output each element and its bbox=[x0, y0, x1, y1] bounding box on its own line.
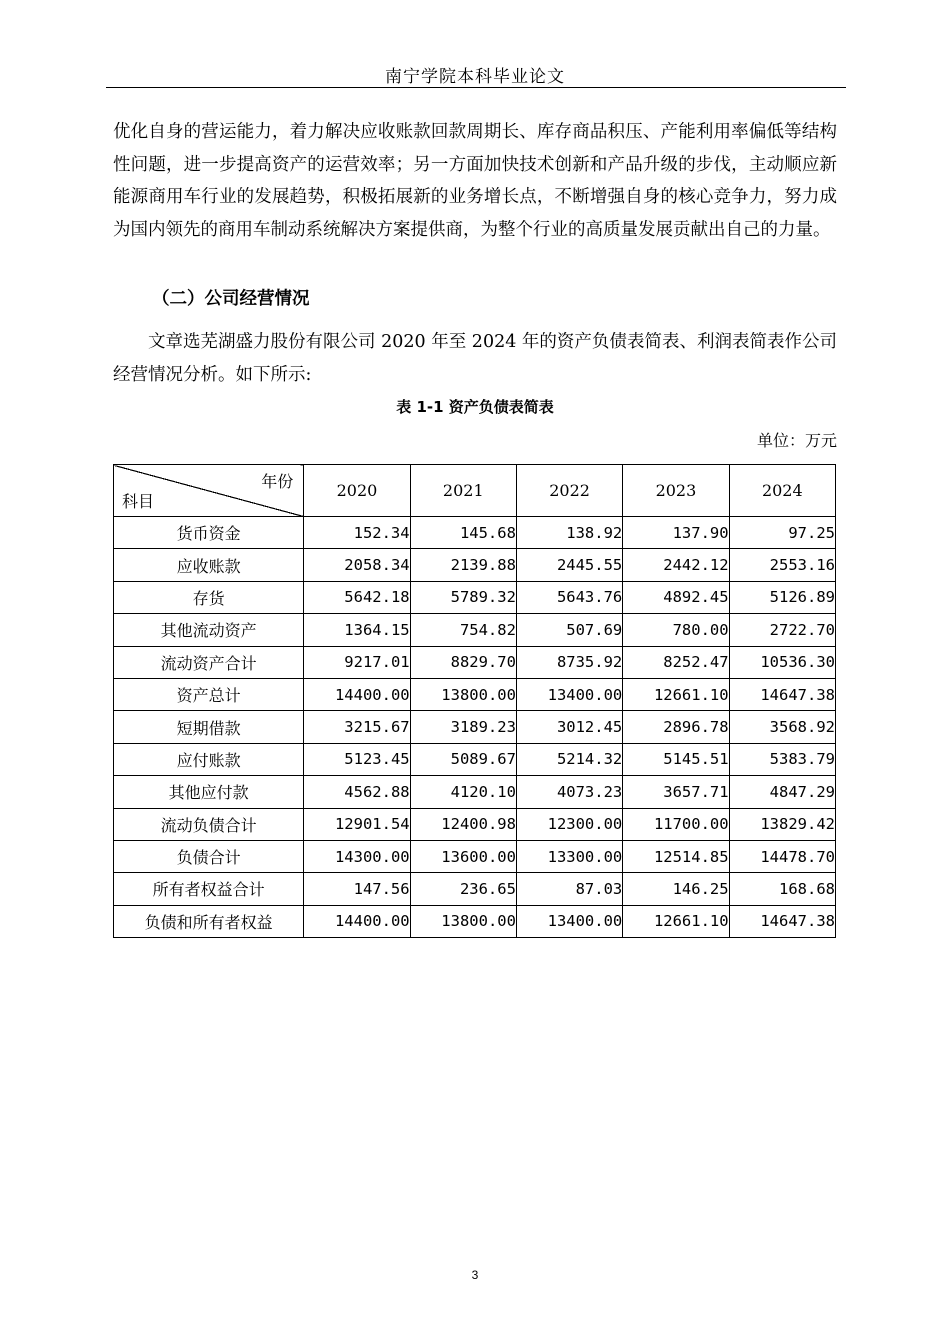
table-cell: 236.65 bbox=[410, 873, 516, 905]
table-row bbox=[114, 678, 836, 710]
table-cell: 12300.00 bbox=[516, 808, 622, 840]
table-cell: 2722.70 bbox=[729, 614, 835, 646]
table-unit: 单位：万元 bbox=[756, 431, 837, 450]
table-cell: 1364.15 bbox=[304, 614, 410, 646]
table-cell: 12901.54 bbox=[304, 808, 410, 840]
table-cell: 5089.67 bbox=[410, 743, 516, 775]
table-cell: 3657.71 bbox=[623, 776, 729, 808]
table-cell: 14400.00 bbox=[304, 905, 410, 937]
table-cell: 9217.01 bbox=[304, 646, 410, 678]
table-cell: 2442.12 bbox=[623, 549, 729, 581]
table-cell: 3012.45 bbox=[516, 711, 622, 743]
table-cell: 147.56 bbox=[304, 873, 410, 905]
row-item-label: 流动负债合计 bbox=[114, 808, 304, 840]
table-cell: 12661.10 bbox=[623, 678, 729, 710]
table-cell: 8829.70 bbox=[410, 646, 516, 678]
table-cell: 3568.92 bbox=[729, 711, 835, 743]
table-cell: 5123.45 bbox=[304, 743, 410, 775]
table-cell: 2896.78 bbox=[623, 711, 729, 743]
table-cell: 14647.38 bbox=[729, 905, 835, 937]
table-row bbox=[114, 776, 836, 808]
diagonal-header-cell bbox=[114, 465, 304, 517]
table-row bbox=[114, 517, 836, 549]
table-cell: 12661.10 bbox=[623, 905, 729, 937]
table-row bbox=[114, 743, 836, 775]
table-cell: 2445.55 bbox=[516, 549, 622, 581]
page-header: 南宁学院本科毕业论文 bbox=[385, 67, 565, 87]
table-cell: 5789.32 bbox=[410, 581, 516, 613]
table-cell: 4120.10 bbox=[410, 776, 516, 808]
table-row bbox=[114, 711, 836, 743]
table-cell: 2058.34 bbox=[304, 549, 410, 581]
table-cell: 14478.70 bbox=[729, 840, 835, 872]
row-item-label: 流动资产合计 bbox=[114, 646, 304, 678]
table-cell: 5642.18 bbox=[304, 581, 410, 613]
table-cell: 5214.32 bbox=[516, 743, 622, 775]
row-item-label: 存货 bbox=[114, 581, 304, 613]
table-cell: 146.25 bbox=[623, 873, 729, 905]
table-caption: 表 1-1 资产负债表简表 bbox=[396, 398, 554, 416]
header-item-label: 科目 bbox=[122, 492, 155, 511]
table-row bbox=[114, 840, 836, 872]
table-cell: 13800.00 bbox=[410, 905, 516, 937]
table-cell: 14300.00 bbox=[304, 840, 410, 872]
row-item-label: 其他流动资产 bbox=[114, 614, 304, 646]
balance-sheet-table bbox=[113, 464, 836, 938]
table-cell: 138.92 bbox=[516, 517, 622, 549]
table-cell: 14647.38 bbox=[729, 678, 835, 710]
table-row bbox=[114, 581, 836, 613]
table-cell: 12514.85 bbox=[623, 840, 729, 872]
table-cell: 4073.23 bbox=[516, 776, 622, 808]
row-item-label: 应付账款 bbox=[114, 743, 304, 775]
table-cell: 168.68 bbox=[729, 873, 835, 905]
year-header: 2021 bbox=[410, 465, 516, 517]
table-cell: 8252.47 bbox=[623, 646, 729, 678]
table-cell: 13600.00 bbox=[410, 840, 516, 872]
table-cell: 507.69 bbox=[516, 614, 622, 646]
row-item-label: 负债和所有者权益 bbox=[114, 905, 304, 937]
header-year-label: 年份 bbox=[261, 472, 294, 491]
table-cell: 2553.16 bbox=[729, 549, 835, 581]
row-item-label: 资产总计 bbox=[114, 678, 304, 710]
table-row bbox=[114, 549, 836, 581]
row-item-label: 货币资金 bbox=[114, 517, 304, 549]
table-row bbox=[114, 646, 836, 678]
table-row bbox=[114, 905, 836, 937]
table-cell: 3189.23 bbox=[410, 711, 516, 743]
table-cell: 11700.00 bbox=[623, 808, 729, 840]
table-cell: 4847.29 bbox=[729, 776, 835, 808]
table-cell: 137.90 bbox=[623, 517, 729, 549]
table-cell: 13400.00 bbox=[516, 678, 622, 710]
row-item-label: 其他应付款 bbox=[114, 776, 304, 808]
table-cell: 2139.88 bbox=[410, 549, 516, 581]
table-cell: 754.82 bbox=[410, 614, 516, 646]
table-cell: 87.03 bbox=[516, 873, 622, 905]
row-item-label: 应收账款 bbox=[114, 549, 304, 581]
year-header: 2024 bbox=[729, 465, 835, 517]
table-cell: 8735.92 bbox=[516, 646, 622, 678]
table-cell: 4892.45 bbox=[623, 581, 729, 613]
table-cell: 13400.00 bbox=[516, 905, 622, 937]
page-number: 3 bbox=[471, 1268, 479, 1282]
table-cell: 14400.00 bbox=[304, 678, 410, 710]
table-cell: 13800.00 bbox=[410, 678, 516, 710]
year-header: 2020 bbox=[304, 465, 410, 517]
table-cell: 13300.00 bbox=[516, 840, 622, 872]
row-item-label: 负债合计 bbox=[114, 840, 304, 872]
table-cell: 13829.42 bbox=[729, 808, 835, 840]
table-row bbox=[114, 873, 836, 905]
table-cell: 10536.30 bbox=[729, 646, 835, 678]
table-cell: 12400.98 bbox=[410, 808, 516, 840]
table-cell: 5383.79 bbox=[729, 743, 835, 775]
section-heading: （二）公司经营情况 bbox=[152, 289, 310, 309]
body-paragraph: 优化自身的营运能力，着力解决应收账款回款周期长、库存商品积压、产能利用率偏低等结构性问题，进一步提高资产的运营效率；另一方面加快技术创新和产品升级的步伐，主动顺应新能源商用车行业的发展趋势，积极拓展新的业务增长点，不断增强自身的核心竞争力，努力成为国内领先的商用车制动系统解决方案提供商，为整个行业的高质量发展贡献出自己的力量。 bbox=[113, 122, 837, 240]
table-cell: 5126.89 bbox=[729, 581, 835, 613]
row-item-label: 短期借款 bbox=[114, 711, 304, 743]
table-header-row bbox=[114, 465, 836, 517]
table-cell: 145.68 bbox=[410, 517, 516, 549]
row-item-label: 所有者权益合计 bbox=[114, 873, 304, 905]
intro-paragraph: 文章选芜湖盛力股份有限公司 2020 年至 2024 年的资产负债表简表、利润表简表作公司经营情况分析。如下所示: bbox=[113, 332, 837, 385]
table-row bbox=[114, 808, 836, 840]
table-cell: 152.34 bbox=[304, 517, 410, 549]
table-row bbox=[114, 614, 836, 646]
table-cell: 5145.51 bbox=[623, 743, 729, 775]
table-cell: 97.25 bbox=[729, 517, 835, 549]
table-cell: 5643.76 bbox=[516, 581, 622, 613]
table-cell: 4562.88 bbox=[304, 776, 410, 808]
table-cell: 780.00 bbox=[623, 614, 729, 646]
header-divider bbox=[106, 87, 846, 88]
table-cell: 3215.67 bbox=[304, 711, 410, 743]
year-header: 2022 bbox=[516, 465, 622, 517]
year-header: 2023 bbox=[623, 465, 729, 517]
